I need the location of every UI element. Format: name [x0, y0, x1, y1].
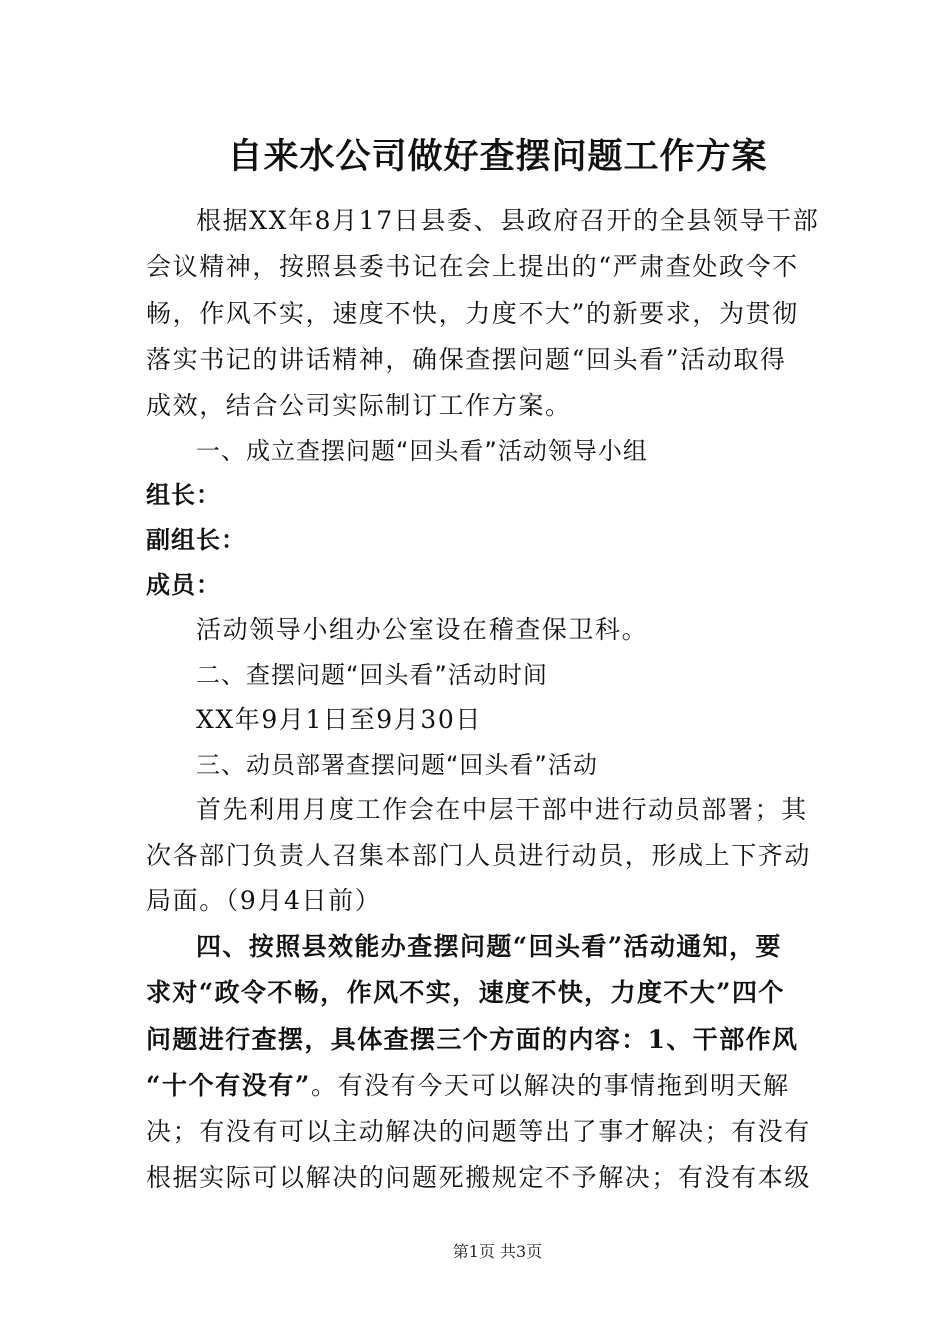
office-note: 活动领导小组办公室设在稽查保卫科。: [196, 615, 649, 644]
intro-line-1: 根据XX年8月17日县委、县政府召开的全县领导干部: [196, 206, 820, 235]
section4-line-5: 决；有没有可以主动解决的问题等出了事才解决；有没有: [146, 1117, 812, 1146]
time-range: XX年9月1日至9月30日: [196, 705, 482, 734]
members-label: 成员：: [146, 571, 221, 599]
section3-line-2: 次各部门负责人召集本部门人员进行动员，形成上下齐动: [146, 841, 812, 870]
intro-line-2: 会议精神，按照县委书记在会上提出的“严肃查处政令不: [146, 252, 799, 281]
intro-line-3: 畅，作风不实，速度不快，力度不大”的新要求，为贯彻: [146, 299, 799, 328]
section4-line-2: 求对“政令不畅，作风不实，速度不快，力度不大”四个: [146, 978, 785, 1007]
section4-line-6: 根据实际可以解决的问题死搬规定不予解决；有没有本级: [146, 1163, 812, 1192]
deputy-label: 副组长：: [146, 526, 246, 554]
section4-emphasis: “十个有没有”: [146, 1071, 311, 1100]
section4-line-4: [146, 1064, 810, 1108]
intro-line-4: 落实书记的讲话精神，确保查摆问题“回头看”活动取得: [146, 345, 787, 374]
section3-line-1: 首先利用月度工作会在中层干部中进行动员部署；其: [196, 795, 808, 824]
document-title: 自来水公司做好查摆问题工作方案: [227, 136, 768, 177]
section1-heading: 一、成立查摆问题“回头看”活动领导小组: [196, 437, 648, 465]
intro-line-5: 成效，结合公司实际制订工作方案。: [146, 391, 572, 420]
section3-heading: 三、动员部署查摆问题“回头看”活动: [196, 751, 598, 779]
section4-line-1: 四、按照县效能办查摆问题“回头看”活动通知，要: [196, 932, 782, 961]
leader-label: 组长：: [146, 481, 221, 509]
section2-heading: 二、查摆问题“回头看”活动时间: [196, 661, 548, 689]
section4-line-4-rest: 。有没有今天可以解决的事情拖到明天解: [310, 1071, 790, 1100]
section4-line-3: 问题进行查摆，具体查摆三个方面的内容：1、干部作风: [146, 1025, 799, 1054]
section3-line-3: 局面。（9月4日前）: [146, 886, 382, 915]
page-footer: 第1页 共3页: [452, 1242, 543, 1261]
